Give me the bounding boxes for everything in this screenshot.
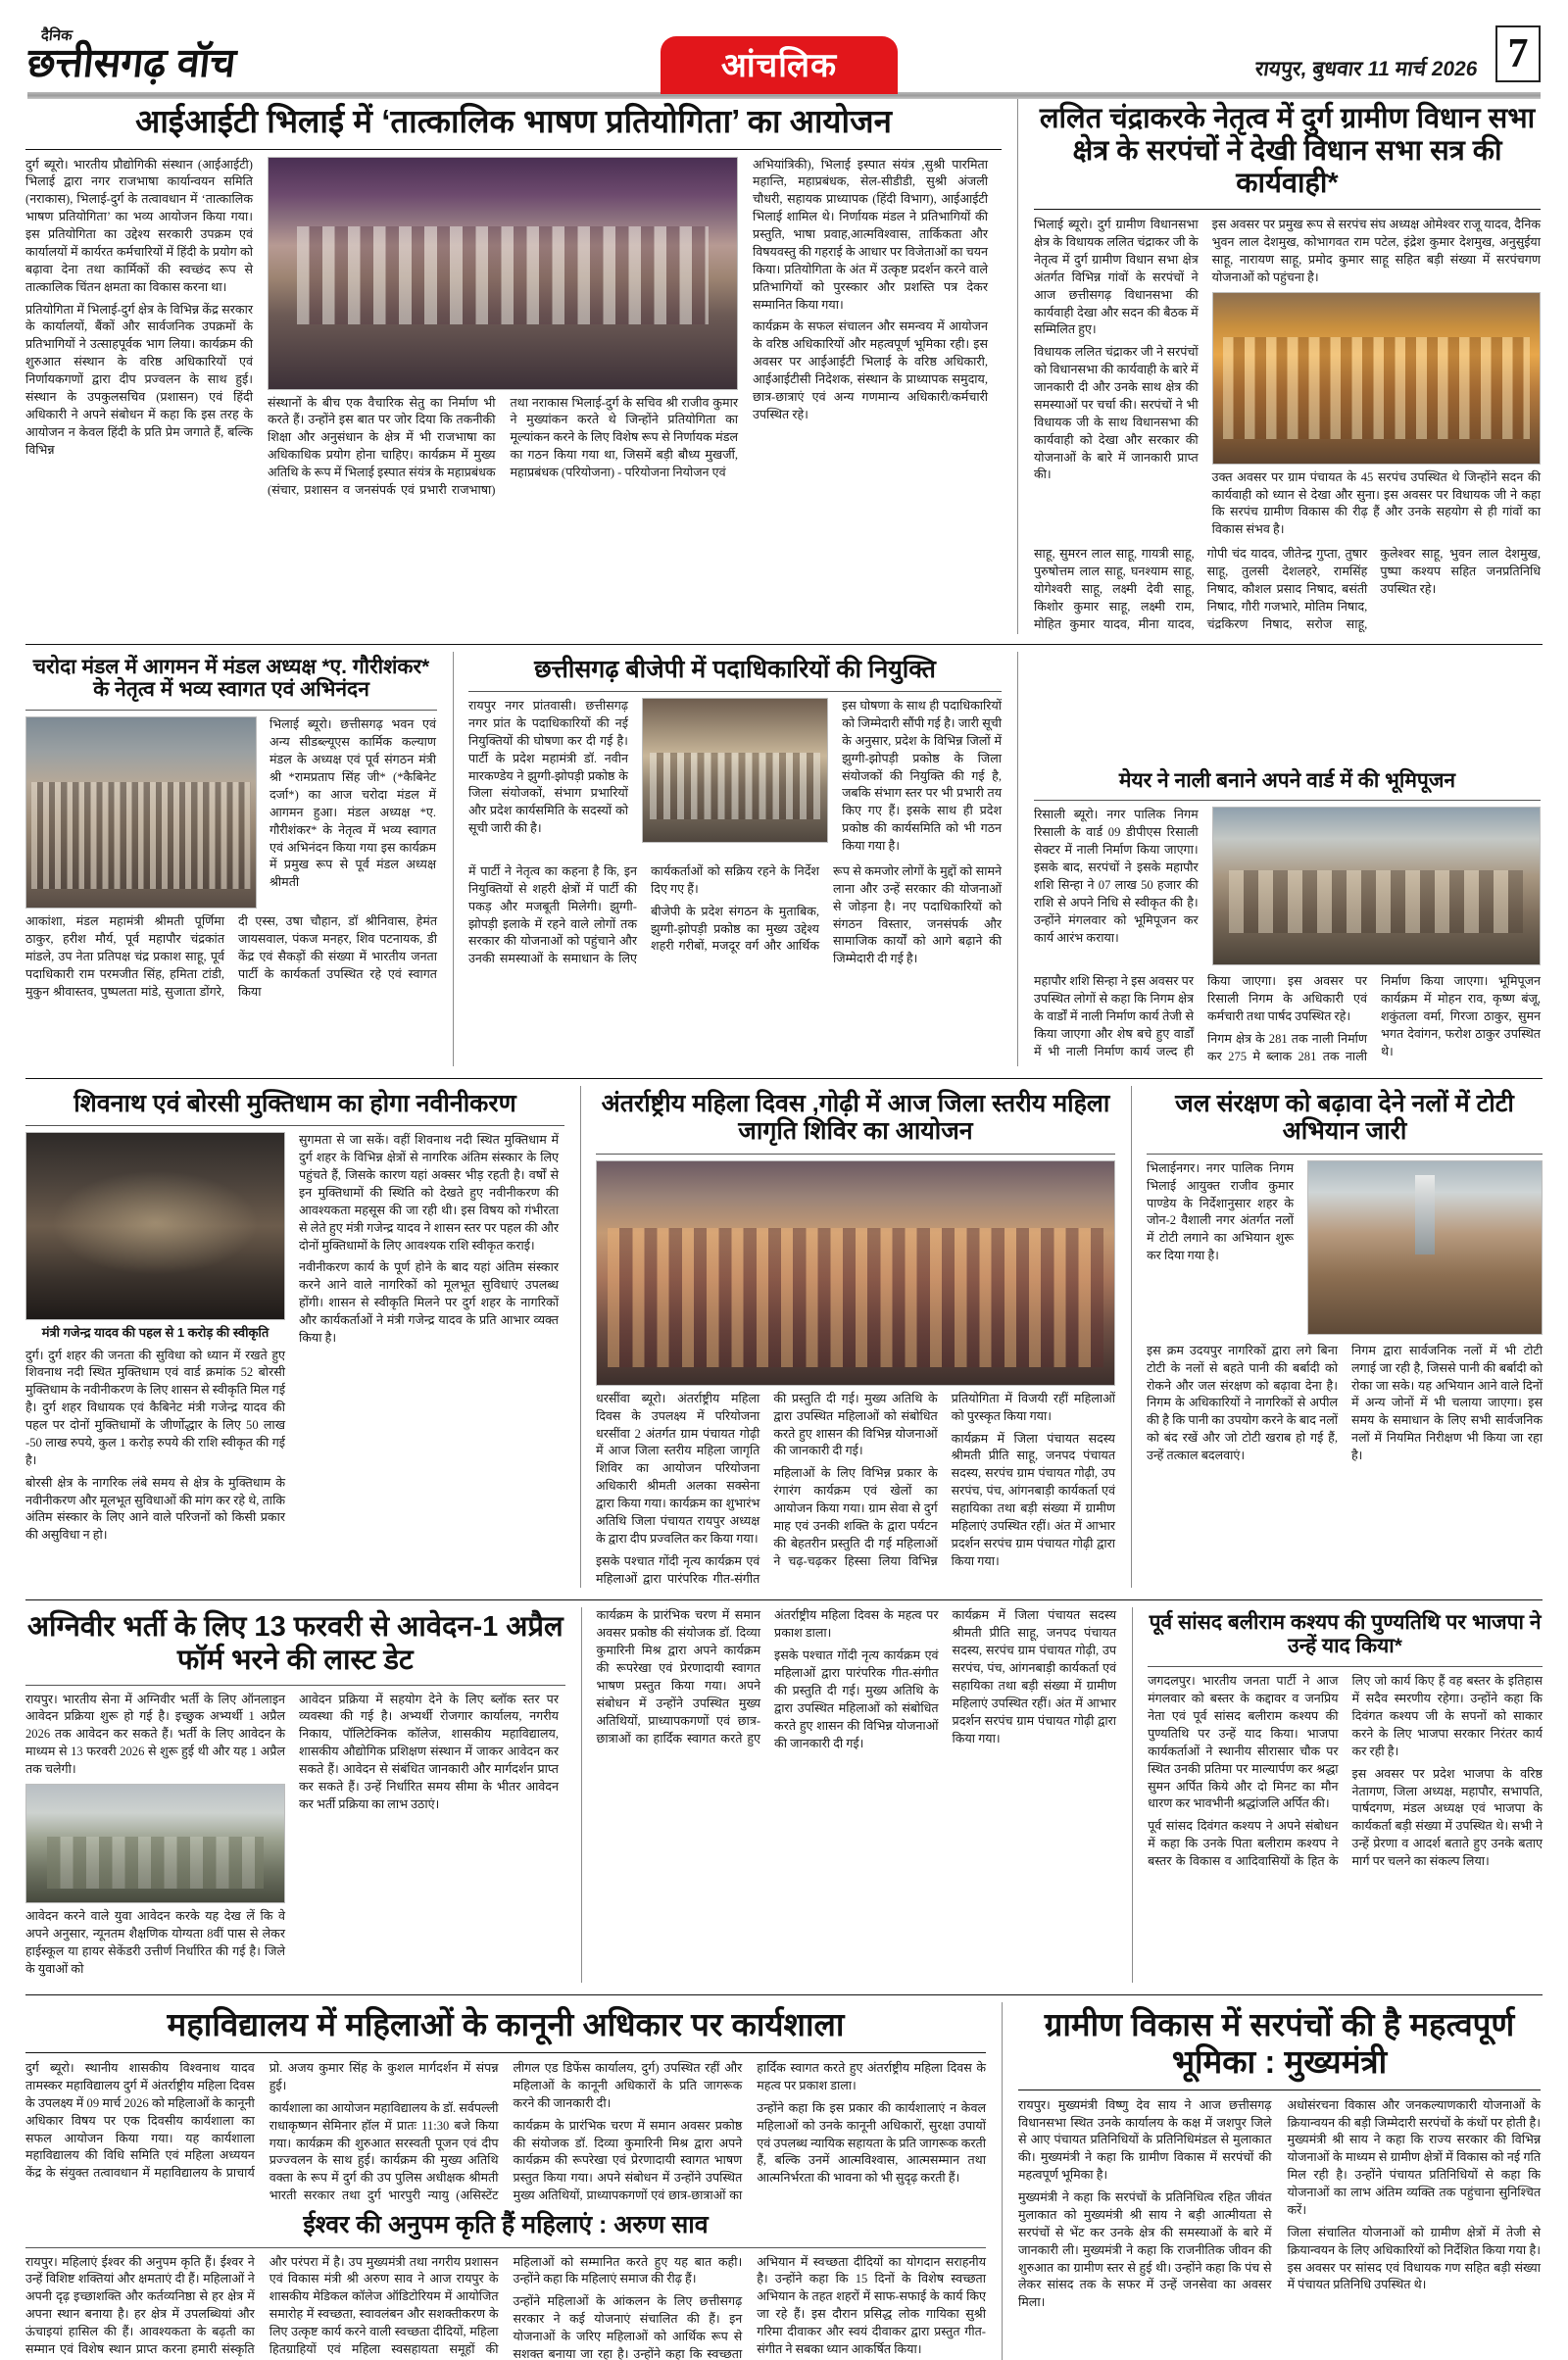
article-jal-sanrakshan	[1131, 1086, 1543, 1589]
article-bjp-appointments	[453, 652, 1002, 1066]
article-headline: मेयर ने नाली बनाने अपने वार्ड में की भूमिपूजन	[1118, 768, 1456, 792]
article-headline: पूर्व सांसद बलीराम कश्यप की पुण्यतिथि पर भाजपा ने उन्हें याद किया*	[1149, 1611, 1542, 1658]
article-headline: अग्निवीर भर्ती के लिए 13 फरवरी से आवेदन-1 अप्रैल फॉर्म भरने की लास्ट डेट	[26, 1611, 564, 1676]
article-paragraph: कार्यक्रम के प्रारंभिक चरण में समान अवसर प्रकोष्ठ की संयोजक डॉ. दिव्या कुमारिनी मिश्र द्वारा अपने कार्यक्रम की रूपरेखा एवं प्रेरणादायी स्वागत भाषण प्रस्तुत किया गया। अपने संबोधन में उन्होंने उपस्थित मुख्य अतिथियों, प्राध्यापकगणों एवं छात्र-छात्राओं का हार्दिक स्वागत करते हुए अंतर्राष्ट्रीय महिला दिवस के महत्व पर प्रकाश डाला।	[513, 2061, 986, 2203]
article-paragraph: आकांशा, मंडल महामंत्री श्रीमती पूर्णिमा ठाकुर, हरीश मौर्य, पूर्व महापौर चंद्रकांत मांडले, उप नेता प्रतिपक्ष चंद्र प्रकाश साहू, पूर्व पदाधिकारी राम परमजीत सिंह, हमिता टांडी, मुकुन श्रीवास्तव, पुष्पलता मांडे, सुजाता डोंगरे, दी एस्स, उषा चौहान, डॉ श्रीनिवास, हेमंत जायसवाल, पंकज मनहर, शिव पटनायक, डी केंद्र एवं सैकड़ों की संख्या में भारतीय जनता पार्टी के कार्यकर्ता उपस्थित रहे एवं स्वागत किया	[25, 914, 437, 999]
article-agniveer	[25, 1607, 565, 1983]
article-paragraph: आवेदन करने वाले युवा आवेदन करके यह देख लें कि वे अपने अनुसार, न्यूनतम शैक्षणिक योग्यता 8वीं पास से लेकर हाईस्कूल या हायर सेकेंडरी उत्तीर्ण निर्धारित की गई है। जिले के युवाओं को	[25, 1908, 285, 1976]
article-paragraph: भिलाई ब्यूरो। छत्तीसगढ़ भवन एवं अन्य सीडब्ल्यूएस कार्मिक कल्याण मंडल के अध्यक्ष एवं पूर्व संगठन मंत्री श्री *रामप्रताप सिंह जी* (*कैबिनेट दर्जा*) का आज चरोदा मंडल में आगमन हुआ। मंडल अध्यक्ष *ए. गौरीशंकर* के नेतृत्व में भव्य स्वागत एवं अभिनंदन किया गया इस कार्यक्रम में प्रमुख रूप से पूर्व मंडल अध्यक्ष श्रीमती	[270, 717, 436, 890]
dateline: रायपुर, बुधवार 11 मार्च 2026	[1253, 58, 1480, 80]
article-paragraph: कार्यक्रम में जिला पंचायत सदस्य श्रीमती प्रीति साहू, जनपद पंचायत सदस्य, सरपंच ग्राम पंचायत गोढ़ी, उप सरपंच, पंच, आंगनबाड़ी कार्यकर्ता एवं सहायिका तथा बड़ी संख्या में ग्रामीण महिलाएं उपस्थित रहीं। अंत में आभार प्रदर्शन सरपंच ग्राम पंचायत गोढ़ी द्वारा किया गया।	[951, 1431, 1115, 1568]
article-paragraph: रिसाली ब्यूरो। नगर पालिक निगम रिसाली के वार्ड 09 डीपीएस रिसाली सेक्टर में नाली निर्माण किया जाएगा। इसके बाद, सरपंचों ने इसके महापौर शशि सिन्हा ने 07 लाख 50 हजार की राशि से अपने निधि से स्वीकृत की है। उन्होंने मंगलवार को भूमिपूजन कर कार्य आरंभ कराया।	[1034, 808, 1199, 945]
logo-title: छत्तीसगढ़ वॉच	[24, 40, 238, 86]
article-paragraph: संस्थानों के बीच एक वैचारिक सेतु का निर्माण भी करते हैं। उन्होंने इस बात पर जोर दिया कि तकनीकी शिक्षा और अनुसंधान के क्षेत्र में भी राजभाषा का अधिकाधिक प्रयोग होना चाहिए। कार्यक्रम में मुख्य अतिथि के रूप में भिलाई इस्पात संयंत्र के महाप्रबंधक (संचार, प्रशासन व जनसंपर्क एवं प्रभारी राजभाषा) तथा नराकास भिलाई-दुर्ग के सचिव श्री राजीव कुमार ने मुख्यांकन करते थे जिन्होंने प्रतियोगिता का मूल्यांकन करने के लिए विशेष रूप से निर्णायक मंडल का गठन किया गया था, जिसमें बड़ी बौध्य मुखर्जी, महाप्रबंधक (परियोजना) - परियोजना नियोजन एवं	[268, 395, 738, 497]
band-third	[25, 1086, 1543, 1589]
article-paragraph: महिलाओं के लिए विभिन्न प्रकार के रंगारंग कार्यक्रम एवं खेलों का आयोजन किया गया। ग्राम सेवा से दुर्ग माह एवं उनकी शक्ति के द्वारा पर्यटन की बेहतरीन प्रस्तुति दी गई महिलाओं ने चढ़-चढ़कर हिस्सा लिया विभिन्न प्रतियोगिता में विजयी रहीं महिलाओं को पुरस्कृत किया गया।	[773, 1391, 1115, 1568]
article-paragraph: अभियांत्रिकी), भिलाई इस्पात संयंत्र ,सुश्री पारमिता महान्ति, महाप्रबंधक, सेल-सीडीडी, सुश्री अंजली चौधरी, सहायक प्राध्यापक (हिंदी विभाग), आईआईटी भिलाई शामिल थे। निर्णायक मंडल ने प्रतिभागियों की प्रस्तुति, भाषा प्रवाह,आत्मविश्वास, तार्किकता और विषयवस्तु की गहराई के आधार पर विजेताओं का चयन किया। प्रतियोगिता के अंत में उत्कृष्ट प्रदर्शन करने वाले प्रतिभागियों को पुरस्कार और प्रशस्ति पत्र देकर सम्मानित किया गया।	[753, 157, 988, 312]
page-content	[0, 99, 1568, 2360]
article-paragraph: बोरसी क्षेत्र के नागरिक लंबे समय से क्षेत्र के मुक्तिधाम के नवीनीकरण और मूलभूत सुविधाओं की मांग कर रहे थे, ताकि अंतिम संस्कार के लिए आने वाले परिजनों को किसी प्रकार की असुविधा न हो।	[25, 1475, 285, 1543]
article-paragraph: दुर्ग ब्यूरो। स्थानीय शासकीय विश्वनाथ यादव तामस्कर महाविद्यालय दुर्ग में अंतर्राष्ट्रीय महिला दिवस के उपलक्ष्य में 09 मार्च 2026 को महिलाओं के कानूनी अधिकार विषय पर एक दिवसीय कार्यशाला का सफल आयोजन किया गया। यह कार्यशाला महाविद्यालय की विधि समिति एवं महिला अध्ययन केंद्र के संयुक्त तत्वावधान में महाविद्यालय के प्राचार्य प्रो. अजय कुमार सिंह के कुशल मार्गदर्शन में संपन्न हुई।	[25, 2061, 499, 2181]
masthead-center	[439, 36, 1119, 94]
article-mayor-drain	[1017, 652, 1541, 1066]
article-headline: अंतर्राष्ट्रीय महिला दिवस ,गोढ़ी में आज जिला स्तरीय महिला जागृति शिविर का आयोजन	[601, 1089, 1110, 1146]
article-headline: छत्तीसगढ़ बीजेपी में पदाधिकारियों की नियुक्ति	[534, 655, 936, 683]
band-second	[25, 652, 1543, 1066]
article-photo	[25, 1784, 285, 1903]
masthead	[0, 0, 1568, 90]
article-paragraph: नवीनीकरण कार्य के पूर्ण होने के बाद यहां अंतिम संस्कार करने आने वाले नागरिकों को मूलभूत सुविधाएं उपलब्ध होंगी। शासन से स्वीकृति मिलने पर दुर्ग शहर के नागरिकों और कार्यकर्ताओं ने मंत्री गजेन्द्र यादव के प्रति आभार व्यक्त किया है।	[299, 1260, 559, 1345]
article-paragraph: जगदलपुर। भारतीय जनता पार्टी ने आज मंगलवार को बस्तर के कद्दावर व जनप्रिय नेता एवं पूर्व सांसद बलीराम कश्यप की पुण्यतिथि पर उन्हें याद किया। भाजपा कार्यकर्ताओं ने स्थानीय सीरासार चौक पर स्थित उनकी प्रतिमा पर माल्यार्पण कर श्रद्धा सुमन अर्पित किये और दो मिनट का मौन धारण कर भावभीनी श्रद्धांजलि अर्पित की।	[1148, 1674, 1339, 1811]
article-paragraph: कार्यक्रम के सफल संचालन और समन्वय में आयोजन के वरिष्ठ अधिकारियों और महत्वपूर्ण भूमिका रही। इस अवसर पर आईआईटी भिलाई के वरिष्ठ अधिकारी, आईआईटीसी निदेशक, संस्थान के प्राध्यापक समुदाय, छात्र-छात्राएं एवं अन्य गणमान्य अधिकारी/कर्मचारी उपस्थित रहे।	[753, 320, 988, 421]
article-arun-sav	[25, 2211, 986, 2360]
article-baliram-kashyap	[1132, 1607, 1543, 1983]
article-mahila-continued	[581, 1607, 1117, 1983]
article-paragraph: रायपुर नगर प्रांतवासी। छत्तीसगढ़ नगर प्रांत के पदाधिकारियों की नई नियुक्तियों की घोषणा कर दी गई है। पार्टी के प्रदेश महामंत्री डॉ. नवीन मारकण्डेय ने झुग्गी-झोपड़ी प्रकोष्ठ के जिला संयोजकों, संभाग प्रभारियों और प्रदेश कार्यसमिति के सदस्यों को सूची जारी की है।	[468, 699, 628, 836]
band-top	[25, 99, 1543, 634]
article-photo	[268, 157, 738, 390]
article-paragraph: साहू, सुमरन लाल साहू, गायत्री साहू, पुरुषोत्तम लाल साहू, घनश्याम साहू, योगेश्वरी साहू, लक्ष्मी देवी साहू, किशोर कुमार साहू, लक्ष्मी राम, मोहित कुमार यादव, मीना यादव, गोपी चंद यादव, जीतेन्द्र गुप्ता, तुषार साहू, तुलसी देशलहरे, रामसिंह निषाद, कौशल प्रसाद निषाद, बसंती निषाद, गौरी गजभारे, मोतिम निषाद, चंद्रकिरण निषाद, सरोज साहू, कुलेश्वर साहू, भुवन लाल देशमुख, पुष्पा कश्यप सहित जनप्रतिनिधि उपस्थित रहे।	[1034, 547, 1541, 631]
article-paragraph: निगम द्वारा सार्वजनिक नलों में भी टोटी लगाई जा रही है, जिससे पानी की बर्बादी को रोका जा सके। यह अभियान आने वाले दिनों में अन्य जोनों में भी चलाया जाएगा। इस समय के समाधान के लिए सभी सार्वजनिक नलों में नियमित निरीक्षण भी किया जा रहा है।	[1351, 1343, 1543, 1463]
article-paragraph: इस अवसर पर प्रमुख रूप से सरपंच संघ अध्यक्ष ओमेश्वर राजू यादव, दैनिक भुवन लाल देशमुख, कोभागवत राम पटेल, इंद्रेश कुमार देशमुख, अनुसुईया साहू, नारायण साहू, प्रमोद कुमार साहू सहित बड़ी संख्या में सरपंचगण योजनाओं को पहुंचना है।	[1211, 218, 1541, 284]
article-headline: शिवनाथ एवं बोरसी मुक्तिधाम का होगा नवीनीकरण	[74, 1089, 516, 1117]
article-charoda	[25, 652, 437, 1066]
section-tag: आंचलिक	[661, 36, 898, 94]
article-paragraph: पूर्व सांसद दिवंगत कश्यप ने अपने संबोधन में कहा कि उनके पिता बलीराम कश्यप ने बस्तर के विकास व आदिवासियों के हित के लिए जो कार्य किए हैं वह बस्तर के इतिहास में सदैव स्मरणीय रहेगा। उन्होंने कहा कि दिवंगत कश्यप जी के सपनों को साकार करने के लिए भाजपा सरकार निरंतर कार्य कर रही है।	[1148, 1674, 1543, 1869]
article-headline: आईआईटी भिलाई में ‘तात्कालिक भाषण प्रतियोगिता’ का आयोजन	[135, 103, 892, 139]
article-paragraph: आवेदन प्रक्रिया में सहयोग देने के लिए ब्लॉक स्तर पर व्यवस्था की गई है। अभ्यर्थी रोजगार कार्यालय, नगरीय निकाय, पॉलिटेक्निक कॉलेज, शासकीय महाविद्यालय, शासकीय औद्योगिक प्रशिक्षण संस्थान में जाकर आवेदन कर सकते हैं। आवेदन से संबंधित जानकारी और मार्गदर्शन प्राप्त कर सकते हैं। उन्हें निर्धारित समय सीमा के भीतर आवेदन कर भर्ती प्रक्रिया का लाभ उठाएं।	[299, 1692, 559, 1811]
article-paragraph: निगम क्षेत्र के 281 तक नाली निर्माण कर 275 मे ब्लाक 281 तक नाली निर्माण किया जाएगा। भूमिपूजन कार्यक्रम में मोहन राव, कृष्ण बंजू, शकुंतला वर्मा, गिरजा ठाकुर, सुमन भगत देवांगन, फरोश ठाकुर उपस्थित थे।	[1207, 974, 1541, 1063]
article-paragraph: उन्होंने कहा कि इस प्रकार की कार्यशालाएं न केवल महिलाओं को उनके कानूनी अधिकारों, सुरक्षा उपायों एवं उपलब्ध न्यायिक सहायता के प्रति जागरूक करती हैं, बल्कि उनमें आत्मविश्वास, आत्मसम्मान तथा आत्मनिर्भरता की भावना को भी सुदृढ़ करती हैं।	[757, 2100, 986, 2186]
article-mahila-shivir	[580, 1086, 1115, 1589]
article-paragraph: भिलाईनगर। नगर पालिक निगम भिलाई आयुक्त राजीव कुमार पाण्डेय के निर्देशानुसार शहर के जोन-2 वैशाली नगर अंतर्गत नलों में टोटी लगाने का अभियान शुरू कर दिया गया है।	[1147, 1160, 1294, 1263]
article-paragraph: कार्यक्रम में जिला पंचायत सदस्य श्रीमती प्रीति साहू, जनपद पंचायत सदस्य, सरपंच ग्राम पंचायत गोढ़ी, उप सरपंच, पंच, आंगनबाड़ी कार्यकर्ता एवं सहायिका तथा बड़ी संख्या में ग्रामीण महिलाएं उपस्थित रहीं। अंत में आभार प्रदर्शन सरपंच ग्राम पंचायत गोढ़ी द्वारा किया गया।	[952, 1608, 1117, 1745]
article-shivnath-muktidham	[25, 1086, 564, 1589]
photo-caption: मंत्री गजेन्द्र यादव की पहल से 1 करोड़ की स्वीकृति	[41, 1325, 270, 1341]
article-photo	[25, 1132, 285, 1320]
article-paragraph: प्रतियोगिता में भिलाई-दुर्ग क्षेत्र के विभिन्न केंद्र सरकार के कार्यालयों, बैंकों और सार्वजनिक उपक्रमों के प्रतिभागियों ने उत्साहपूर्वक भाग लिया। कार्यक्रम की शुरुआत संस्थान के वरिष्ठ अधिकारियों एवं निर्णायकगणों द्वारा दीप प्रज्वलन के साथ हुई। संस्थान के उपकुलसचिव (प्रशासन) एवं हिंदी अधिकारी ने अपने संबोधन में कहा कि इस तरह के आयोजन न केवल हिंदी के प्रति प्रेम जगाते हैं, बल्कि विभिन्न	[25, 302, 253, 457]
article-paragraph: इस घोषणा के साथ ही पदाधिकारियों को जिम्मेदारी सौंपी गई है। जारी सूची के अनुसार, प्रदेश के विभिन्न जिलों में झुग्गी-झोपड़ी प्रकोष्ठ के जिला संयोजकों की नियुक्ति की गई है, जबकि संभाग स्तर पर भी प्रभारी तय किए गए हैं। इसके साथ ही प्रदेश प्रकोष्ठ की कार्यसमिति को भी गठन किया गया है।	[842, 699, 1003, 854]
page-number: 7	[1495, 25, 1541, 82]
article-cm-sarpanch	[1002, 2002, 1541, 2360]
article-headline: जल संरक्षण को बढ़ावा देने नलों में टोटी अभियान जारी	[1175, 1089, 1514, 1146]
article-photo	[1212, 807, 1541, 965]
article-paragraph: रायपुर। मुख्यमंत्री विष्णु देव साय ने आज छत्तीसगढ़ विधानसभा स्थित उनके कार्यालय के कक्ष में जशपुर जिले से आए पंचायत प्रतिनिधियों के प्रतिनिधिमंडल से मुलाकात की। मुख्यमंत्री ने कहा कि ग्रामीण विकास में सरपंचों की महत्वपूर्ण भूमिका है।	[1018, 2097, 1272, 2183]
article-paragraph: रायपुर। महिलाएं ईश्वर की अनुपम कृति हैं। ईश्वर ने उन्हें विशिष्ट शक्तियां और क्षमताएं दी हैं। महिलाओं ने अपनी दृढ़ इच्छाशक्ति और कर्तव्यनिष्ठा से हर क्षेत्र में अपना स्थान बनाया है। हर क्षेत्र में उपलब्धियां और ऊंचाइयां हासिल की हैं। आवश्यकता के बढ़ती का सम्मान एवं विशेष स्थान प्राप्त करना हमारी संस्कृति और परंपरा में है। उप मुख्यमंत्री तथा नगरीय प्रशासन एवं विकास मंत्री श्री अरुण साव ने आज रायपुर के शासकीय मेडिकल कॉलेज ऑडिटोरियम में आयोजित समारोह में स्वच्छता, स्वावलंबन और सशक्तीकरण के लिए उत्कृष्ट कार्य करने वाली स्वच्छता दीदियों, महिला हितग्राहियों एवं महिला स्वसहायता समूहों की महिलाओं को सम्मानित करते हुए यह बात कही। उन्होंने कहा कि महिलाएं समाज की रीढ़ हैं।	[25, 2254, 743, 2356]
article-photo	[25, 716, 257, 909]
article-paragraph: कार्यशाला का आयोजन महाविद्यालय के डॉ. सर्वपल्ली राधाकृष्णन सेमिनार हॉल में प्रातः 11:30 बजे किया गया। कार्यक्रम की शुरुआत सरस्वती पूजन एवं दीप प्रज्ज्वलन के साथ हुई। कार्यक्रम की मुख्य अतिथि वक्ता के रूप में दुर्ग की उप पुलिस अधीक्षक श्रीमती भारती सरकार तथा दुर्ग भारपुरी न्यायु (असिस्टेंट लीगल एड डिफेंस कार्यालय, दुर्ग) उपस्थित रहीं और महिलाओं के कानूनी अधिकारों के प्रति जागरूक करने की जानकारी दी।	[269, 2061, 743, 2203]
article-paragraph: बीजेपी के प्रदेश संगठन के मुताबिक, झुग्गी-झोपड़ी प्रकोष्ठ का मुख्य उद्देश्य शहरी गरीबों, मजदूर वर्ग और आर्थिक रूप से कमजोर लोगों के मुद्दों को सामने लाना और उन्हें सरकार की योजनाओं से जोड़ना है। नए पदाधिकारियों को संगठन विस्तार, जनसंपर्क और सामाजिक कार्यों को आगे बढ़ाने की जिम्मेदारी दी गई है।	[651, 863, 1002, 966]
article-headline: चरोदा मंडल में आगमन में मंडल अध्यक्ष *ए. गौरीशंकर* के नेतृत्व में भव्य स्वागत एवं अभिनंदन	[32, 655, 430, 702]
article-paragraph: इसके पश्चात गोंदी नृत्य कार्यक्रम एवं महिलाओं द्वारा पारंपरिक गीत-संगीत की प्रस्तुति दी गई। मुख्य अतिथि के द्वारा उपस्थित महिलाओं को संबोधित करते हुए शासन की विभिन्न योजनाओं की जानकारी दी गई।	[595, 1391, 938, 1586]
article-paragraph: इसके पश्चात गोंदी नृत्य कार्यक्रम एवं महिलाओं द्वारा पारंपरिक गीत-संगीत की प्रस्तुति दी गई। मुख्य अतिथि के द्वारा उपस्थित महिलाओं को संबोधित करते हुए शासन की विभिन्न योजनाओं की जानकारी दी गई।	[774, 1648, 939, 1750]
article-paragraph: विधायक ललित चंद्राकर जी ने सरपंचों को विधानसभा की कार्यवाही के बारे में जानकारी दी और उनके साथ क्षेत्र की समस्याओं पर चर्चा की। सरपंचों ने भी विधायक जी के साथ विधानसभा की कार्यवाही को देखा और सरकार की योजनाओं के बारे में जानकारी प्राप्त की।	[1034, 345, 1199, 482]
masthead-right	[1119, 25, 1541, 90]
article-paragraph: दुर्ग ब्यूरो। भारतीय प्रौद्योगिकी संस्थान (आईआईटी) भिलाई द्वारा नगर राजभाषा कार्यान्वयन समिति (नराकास), भिलाई-दुर्ग के तत्वावधान में ‘तात्कालिक भाषण प्रतियोगिता’ का भव्य आयोजन किया गया। इस प्रतियोगिता का उद्देश्य सरकारी उपक्रम एवं कार्यालयों में कार्यरत कर्मचारियों में हिंदी के प्रयोग को बढ़ावा देना तथा कार्मिकों की स्वच्छंद रूप से तात्कालिक चिंतन क्षमता का विकास करना था।	[25, 157, 253, 294]
article-lalit-chandrakar	[1017, 99, 1541, 634]
article-paragraph: दुर्ग। दुर्ग शहर की जनता की सुविधा को ध्यान में रखते हुए शिवनाथ नदी स्थित मुक्तिधाम एवं वार्ड क्रमांक 52 बोरसी मुक्तिधाम के नवीनीकरण के लिए शासन से स्वीकृति मिल गई है। दुर्ग शहर विधायक एवं कैबिनेट मंत्री गजेन्द्र यादव की पहल पर दोनों मुक्तिधामों के जीर्णोद्धार के लिए 50 लाख -50 लाख रुपये, कुल 1 करोड़ रुपये की राशि स्वीकृत की गई है।	[25, 1348, 285, 1467]
band-fifth	[25, 2002, 1543, 2360]
article-workshop-block	[25, 2002, 986, 2360]
article-headline: ग्रामीण विकास में सरपंचों की है महत्वपूर्ण भूमिका : मुख्यमंत्री	[1044, 2006, 1515, 2081]
logo-kicker: दैनिक	[40, 27, 74, 45]
article-headline: महाविद्यालय में महिलाओं के कानूनी अधिकार पर कार्यशाला	[167, 2006, 845, 2043]
article-photo	[1307, 1160, 1543, 1335]
article-headline: ईश्वर की अनुपम कृति हैं महिलाएं : अरुण साव	[303, 2211, 709, 2239]
article-paragraph: सुगमता से जा सकें। वहीं शिवनाथ नदी स्थित मुक्तिधाम में दुर्ग शहर के विभिन्न क्षेत्रों से नागरिक अंतिम संस्कार के लिए पहुंचते हैं, जिसके कारण यहां अक्सर भीड़ रहती है। वर्षों से इन मुक्तिधामों की स्थिति को देखते हुए नवीनीकरण की आवश्यकता महसूस की जा रही थी। इस विषय को गंभीरता से लेते हुए मंत्री गजेन्द्र यादव ने शासन स्तर पर पहल की और दोनों मुक्तिधामों के लिए आवश्यक राशि स्वीकृत कराई।	[299, 1133, 559, 1253]
newspaper-logo[interactable]	[24, 27, 439, 90]
article-paragraph: इस अवसर पर प्रदेश भाजपा के वरिष्ठ नेतागण, जिला अध्यक्ष, महापौर, सभापति, पार्षदगण, मंडल अध्यक्ष एवं भाजपा के कार्यकर्ता बड़ी संख्या में उपस्थित थे। सभी ने उन्हें प्रेरणा व आदर्श बताते हुए उनके बताए मार्ग पर चलने का संकल्प लिया।	[1351, 1766, 1543, 1869]
article-photo	[1212, 292, 1541, 465]
article-paragraph: महापौर शशि सिन्हा ने इस अवसर पर उपस्थित लोगों से कहा कि निगम क्षेत्र के वार्डों में नाली निर्माण कार्य तेजी से किया जाएगा और शेष बचे हुए वार्डों में भी नाली निर्माण कार्य जल्द ही किया जाएगा। इस अवसर पर रिसाली निगम के अधिकारी एवं कर्मचारी तथा पार्षद उपस्थित रहे।	[1034, 974, 1367, 1058]
article-paragraph: भिलाई ब्यूरो। दुर्ग ग्रामीण विधानसभा क्षेत्र के विधायक ललित चंद्राकर जी के नेतृत्व में दुर्ग ग्रामीण विधान सभा क्षेत्र अंतर्गत विभिन्न गांवों के सरपंचों ने आज छत्तीसगढ़ विधानसभा की कार्यवाही देखा और सदन की बैठक में सम्मिलित हुए।	[1034, 218, 1199, 337]
article-paragraph: जिला संचालित योजनाओं को ग्रामीण क्षेत्रों में तेजी से क्रियान्वयन के लिए अधिकारियों को निर्देशित किया गया है। इस अवसर पर सांसद एवं विधायक गण सहित बड़ी संख्या में पंचायत प्रतिनिधि उपस्थित थे।	[1287, 2225, 1541, 2292]
article-paragraph: उक्त अवसर पर ग्राम पंचायत के 45 सरपंच उपस्थित थे जिन्होंने सदन की कार्यवाही को ध्यान से देखा और सुना। इस अवसर पर विधायक जी ने कहा कि सरपंच ग्रामीण विकास की रीढ़ हैं और उनके सहयोग से ही गांवों का विकास संभव है।	[1211, 469, 1541, 537]
article-paragraph: धरसींवा ब्यूरो। अंतर्राष्ट्रीय महिला दिवस के उपलक्ष्य में परियोजना धरसींवा 2 अंतर्गत ग्राम पंचायत गोढ़ी में आज जिला स्तरीय महिला जागृति शिविर का आयोजन परियोजना अधिकारी श्रीमती अलका सक्सेना द्वारा किया गया। कार्यक्रम का शुभारंभ अतिथि जिला पंचायत रायपुर अध्यक्ष के द्वारा दीप प्रज्वलित कर किया गया।	[595, 1391, 760, 1546]
article-headline: ललित चंद्राकरके नेतृत्व में दुर्ग ग्रामीण विधान सभा क्षेत्र के सरपंचों ने देखी विधान सभा सत्र की कार्यवाही*	[1039, 103, 1536, 200]
article-iit-bhilai	[25, 99, 1002, 634]
article-paragraph: उन्होंने महिलाओं के आंकलन के लिए छत्तीसगढ़ सरकार ने कई योजनाएं संचालित की हैं। इन योजनाओं के जरिए महिलाओं को आर्थिक रूप से सशक्त बनाया जा रहा है। उन्होंने कहा कि स्वच्छता अभियान में स्वच्छता दीदियों का योगदान सराहनीय है। उन्होंने कहा कि 15 दिनों के विशेष स्वच्छता अभियान के तहत शहरों में साफ-सफाई के कार्य किए जा रहे हैं। इस दौरान प्रसिद्ध लोक गायिका सुश्री गरिमा दीवाकर और स्वयं दीवाकर द्वारा प्रस्तुत गीत-संगीत ने सबका ध्यान आकर्षित किया।	[513, 2254, 986, 2360]
article-paragraph: मुख्यमंत्री ने कहा कि सरपंचों के प्रतिनिधित्व रहित जीवंत मुलाकात को मुख्यमंत्री श्री साय ने बड़ी आत्मीयता से सरपंचों से भेंट कर उनके क्षेत्र की समस्याओं के बारे में जानकारी ली। मुख्यमंत्री ने कहा कि राजनीतिक जीवन की शुरुआत का ग्रामीण स्तर से हुई थी। उन्होंने कहा कि पंच से लेकर सांसद तक के सफर में उन्हें जनसेवा का अवसर मिला।	[1018, 2190, 1272, 2310]
article-paragraph: कार्यक्रम के प्रारंभिक चरण में समान अवसर प्रकोष्ठ की संयोजक डॉ. दिव्या कुमारिनी मिश्र द्वारा अपने कार्यक्रम की रूपरेखा एवं प्रेरणादायी स्वागत भाषण प्रस्तुत किया गया। अपने संबोधन में उन्होंने उपस्थित मुख्य अतिथियों, प्राध्यापकगणों एवं छात्र-छात्राओं का हार्दिक स्वागत करते हुए अंतर्राष्ट्रीय महिला दिवस के महत्व पर प्रकाश डाला।	[596, 1608, 939, 1745]
band-fourth	[25, 1607, 1543, 1983]
article-paragraph: अधोसंरचना विकास और जनकल्याणकारी योजनाओं के क्रियान्वयन की बड़ी जिम्मेदारी सरपंचों के कंधों पर होती है। मुख्यमंत्री श्री साय ने कहा कि राज्य सरकार की विभिन्न योजनाओं के माध्यम से ग्रामीण क्षेत्रों में विकास को नई गति मिल रही है। उन्होंने पंचायत प्रतिनिधियों से कहा कि योजनाओं का लाभ अंतिम व्यक्ति तक पहुंचाना सुनिश्चित करें।	[1287, 2097, 1541, 2217]
article-paragraph: इस क्रम उदयपुर नागरिकों द्वारा लगे बिना टोटी के नलों से बहते पानी की बर्बादी को रोकने और जल संरक्षण को बढ़ावा देना है। निगम के अधिकारियों ने नागरिकों से अपील की है कि पानी का उपयोग करने के बाद नलों को बंद रखें और जो टोटी खराब हो गई हैं, उन्हें तत्काल बदलवाएं।	[1147, 1343, 1338, 1463]
article-paragraph: में पार्टी ने नेतृत्व का कहना है कि, इन नियुक्तियों से शहरी क्षेत्रों में पार्टी की पकड़ और मजबूती मिलेगी। झुग्गी-झोपड़ी इलाके में रहने वाले लोगों तक सरकार की योजनाओं को पहुंचाने और उनकी समस्याओं के समाधान के लिए कार्यकर्ताओं को सक्रिय रहने के निर्देश दिए गए हैं।	[468, 863, 819, 966]
article-photo	[596, 1160, 1115, 1386]
article-photo	[642, 698, 828, 843]
article-paragraph: रायपुर। भारतीय सेना में अग्निवीर भर्ती के लिए ऑनलाइन आवेदन प्रक्रिया शुरू हो गई है। इच्छुक अभ्यर्थी 1 अप्रैल 2026 तक आवेदन कर सकते हैं। भर्ती के लिए आवेदन के माध्यम से 13 फरवरी 2026 से शुरू हुई थी और यह 1 अप्रैल तक चलेगी।	[25, 1692, 285, 1777]
